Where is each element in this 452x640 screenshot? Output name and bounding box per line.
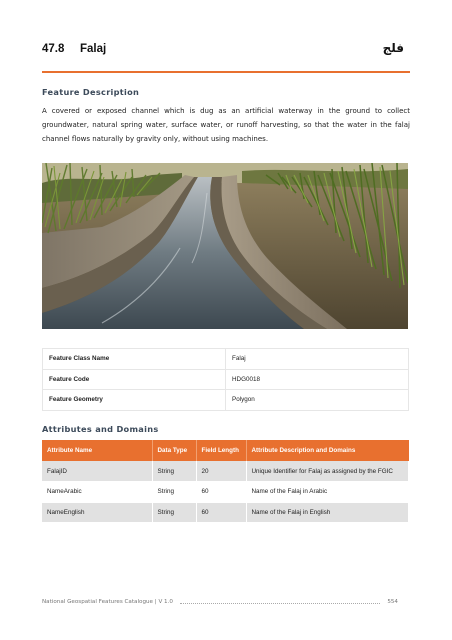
table-row — [43, 349, 409, 370]
footer-separator: | — [154, 599, 157, 605]
column-header-field-length: Field Length — [196, 440, 246, 461]
data-type-cell: String — [152, 482, 196, 503]
section-arabic-title: فلج — [382, 41, 404, 55]
description-cell: Name of the Falaj in English — [246, 502, 409, 523]
feature-code-value: HDG0018 — [226, 369, 409, 390]
feature-class-name-value: Falaj — [226, 349, 409, 370]
page-footer — [42, 599, 410, 609]
section-title: Falaj — [80, 43, 107, 55]
column-header-data-type: Data Type — [152, 440, 196, 461]
table-row — [43, 390, 409, 411]
feature-class-table — [42, 348, 409, 411]
attributes-heading: Attributes and Domains — [42, 424, 159, 434]
footer-caption — [42, 599, 173, 605]
footer-version: V 1.0 — [158, 599, 173, 605]
data-type-cell: String — [152, 502, 196, 523]
feature-description-text: A covered or exposed channel which is dug as an artificial waterway in the ground to collect groundwater, natural spring water, surface water, or runoff harvesting, so that the water in the falaj channel flows naturally by gravity only, without using machines. — [42, 107, 410, 144]
attribute-name-cell: NameArabic — [42, 482, 152, 503]
table-row — [42, 502, 409, 523]
page-number: 554 — [387, 599, 398, 605]
attribute-name-cell: NameEnglish — [42, 502, 152, 523]
header-divider — [42, 71, 410, 73]
field-length-cell: 60 — [196, 482, 246, 503]
table-row — [43, 369, 409, 390]
table-row — [42, 482, 409, 503]
field-length-cell: 60 — [196, 502, 246, 523]
attribute-name-cell: FalajID — [42, 461, 152, 482]
feature-code-label: Feature Code — [43, 369, 226, 390]
section-number: 47.8 — [42, 43, 65, 55]
footer-catalogue: National Geospatial Features Catalogue — [42, 599, 153, 605]
data-type-cell: String — [152, 461, 196, 482]
table-header-row — [42, 440, 409, 461]
table-row — [42, 461, 409, 482]
feature-description-heading: Feature Description — [42, 87, 140, 97]
description-cell: Unique Identifier for Falaj as assigned by the FGIC — [246, 461, 409, 482]
falaj-photo — [42, 163, 408, 329]
column-header-attribute-name: Attribute Name — [42, 440, 152, 461]
field-length-cell: 20 — [196, 461, 246, 482]
section-header — [42, 40, 410, 60]
description-cell: Name of the Falaj in Arabic — [246, 482, 409, 503]
attributes-table — [42, 440, 409, 523]
feature-geometry-label: Feature Geometry — [43, 390, 226, 411]
feature-class-name-label: Feature Class Name — [43, 349, 226, 370]
column-header-description: Attribute Description and Domains — [246, 440, 409, 461]
feature-geometry-value: Polygon — [226, 390, 409, 411]
footer-dot-leader — [180, 603, 380, 604]
